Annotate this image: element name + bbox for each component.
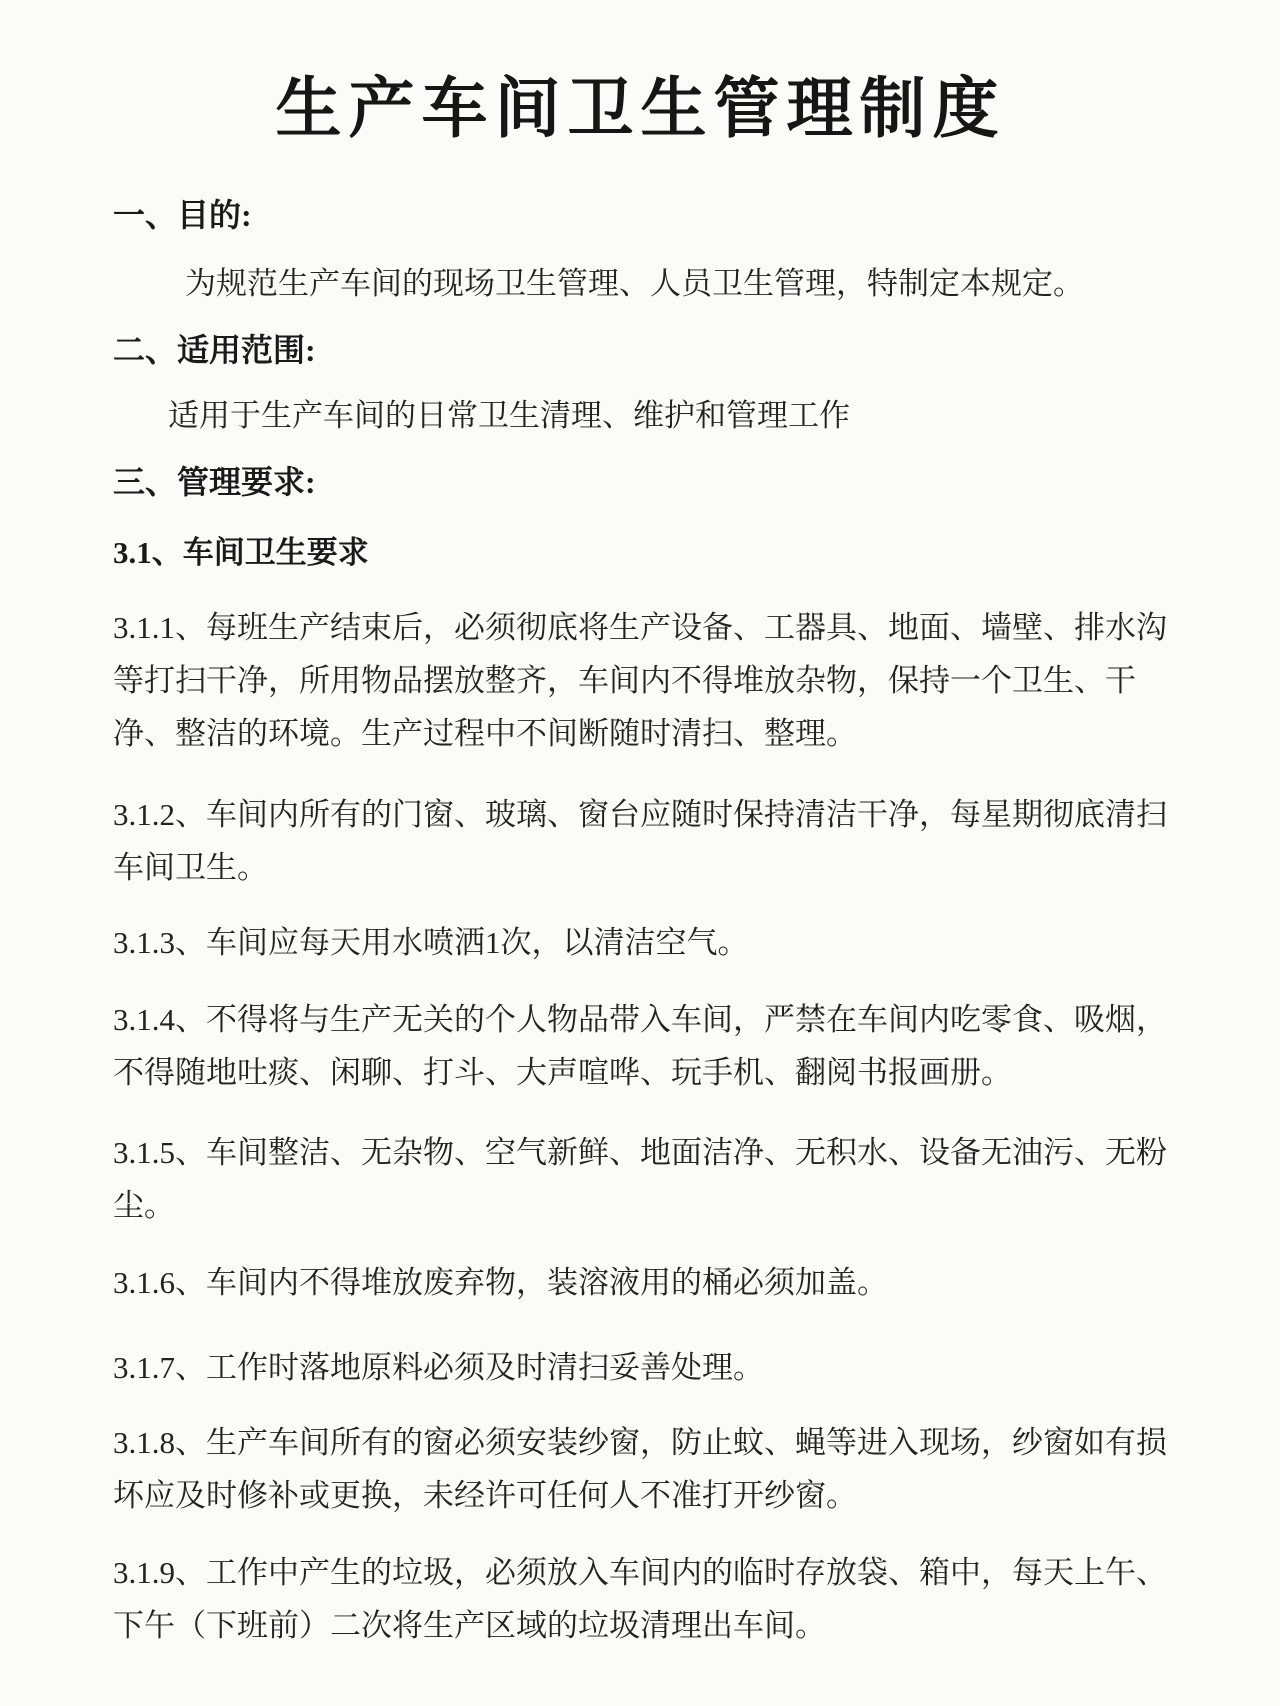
paragraph-scope: 适用于生产车间的日常卫生清理、维护和管理工作 (168, 398, 850, 433)
paragraph-purpose: 为规范生产车间的现场卫生管理、人员卫生管理，特制定本规定。 (185, 266, 1084, 301)
rule-3-1-2: 3.1.2、车间内所有的门窗、玻璃、窗台应随时保持清洁干净，每星期彻底清扫车间卫生。 (113, 797, 1167, 885)
rule-3-1-1: 3.1.1、每班生产结束后，必须彻底将生产设备、工器具、地面、墙壁、排水沟等打扫干净，所用物品摆放整齐，车间内不得堆放杂物，保持一个卫生、干净、整洁的环境。生产过程中不间断随时清扫、整理。 (113, 610, 1167, 751)
rule-3-1-5: 3.1.5、车间整洁、无杂物、空气新鲜、地面洁净、无积水、设备无油污、无粉尘。 (113, 1135, 1167, 1223)
rule-3-1-7: 3.1.7、工作时落地原料必须及时清扫妥善处理。 (113, 1350, 764, 1385)
section-heading-purpose: 一、目的: (113, 197, 252, 233)
rule-3-1-4: 3.1.4、不得将与生产无关的个人物品带入车间，严禁在车间内吃零食、吸烟，不得随地吐痰、闲聊、打斗、大声喧哗、玩手机、翻阅书报画册。 (113, 1002, 1167, 1090)
rule-3-1-8: 3.1.8、生产车间所有的窗必须安装纱窗，防止蚊、蝇等进入现场，纱窗如有损坏应及时修补或更换，未经许可任何人不准打开纱窗。 (113, 1425, 1167, 1513)
document-title: 生产车间卫生管理制度 (275, 73, 1006, 146)
rule-3-1-3: 3.1.3、车间应每天用水喷洒1次，以清洁空气。 (113, 925, 749, 960)
rule-3-1-9: 3.1.9、工作中产生的垃圾，必须放入车间内的临时存放袋、箱中，每天上午、下午（下班前）二次将生产区域的垃圾清理出车间。 (113, 1555, 1167, 1643)
section-heading-scope: 二、适用范围: (113, 332, 316, 368)
section-heading-requirements: 三、管理要求: (113, 464, 316, 500)
subsection-heading-workshop-hygiene: 3.1、车间卫生要求 (113, 535, 369, 570)
rule-3-1-6: 3.1.6、车间内不得堆放废弃物，装溶液用的桶必须加盖。 (113, 1265, 888, 1300)
